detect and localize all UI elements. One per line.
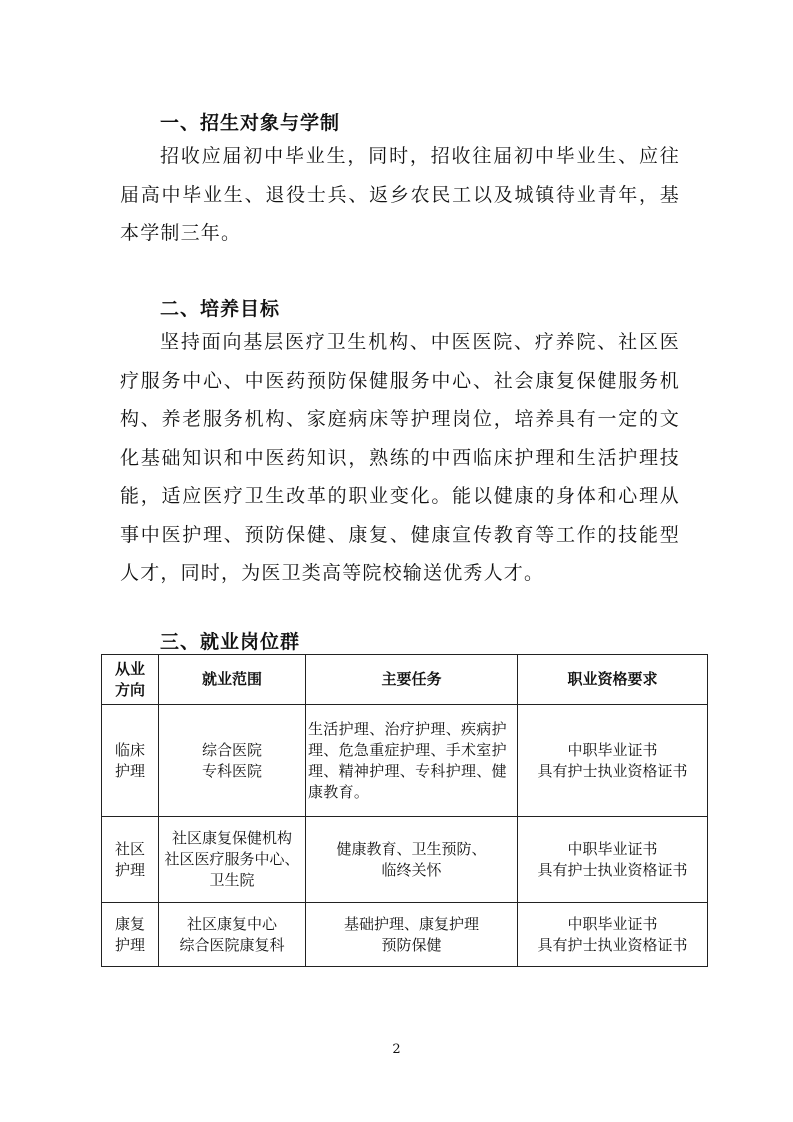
table-header-row bbox=[102, 655, 708, 705]
header-tasks: 主要任务 bbox=[306, 655, 518, 705]
cell-tasks: 基础护理、康复护理 预防保健 bbox=[306, 903, 518, 967]
section-3-heading: 三、就业岗位群 bbox=[160, 631, 301, 653]
header-scope: 就业范围 bbox=[159, 655, 306, 705]
table-row bbox=[102, 817, 708, 903]
cell-requirements: 中职毕业证书 具有护士执业资格证书 bbox=[518, 903, 708, 967]
cell-tasks: 健康教育、卫生预防、 临终关怀 bbox=[306, 817, 518, 903]
header-requirements: 职业资格要求 bbox=[518, 655, 708, 705]
cell-requirements: 中职毕业证书 具有护士执业资格证书 bbox=[518, 817, 708, 903]
section-2-paragraph: 坚持面向基层医疗卫生机构、中医医院、疗养院、社区医疗服务中心、中医药预防保健服务中心、社会康复保健服务机构、养老服务机构、家庭病床等护理岗位，培养具有一定的文化基础知识和中医药知识，熟练的中西临床护理和生活护理技能，适应医疗卫生改革的职业变化。能以健康的身体和心理从事中医护理、预防保健、康复、健康宣传教育等工作的技能型人才，同时，为医卫类高等院校输送优秀人才。 bbox=[120, 331, 680, 584]
cell-scope: 综合医院 专科医院 bbox=[159, 705, 306, 817]
employment-table bbox=[101, 654, 708, 967]
cell-scope: 社区康复中心 综合医院康复科 bbox=[159, 903, 306, 967]
table-row bbox=[102, 705, 708, 817]
cell-direction: 社区 护理 bbox=[102, 817, 159, 903]
section-1-paragraph: 招收应届初中毕业生，同时，招收往届初中毕业生、应往届高中毕业生、退役士兵、返乡农民工以及城镇待业青年，基本学制三年。 bbox=[120, 145, 680, 244]
section-2-heading: 二、培养目标 bbox=[160, 298, 281, 320]
page-number: 2 bbox=[392, 1042, 401, 1057]
cell-requirements: 中职毕业证书 具有护士执业资格证书 bbox=[518, 705, 708, 817]
section-1-heading: 一、招生对象与学制 bbox=[160, 112, 341, 134]
header-direction: 从业 方向 bbox=[102, 655, 159, 705]
cell-direction: 临床 护理 bbox=[102, 705, 159, 817]
cell-tasks: 生活护理、治疗护理、疾病护 理、危急重症护理、手术室护 理、精神护理、专科护理、健 康教育。 bbox=[306, 705, 518, 817]
cell-direction: 康复 护理 bbox=[102, 903, 159, 967]
cell-scope: 社区康复保健机构 社区医疗服务中心、 卫生院 bbox=[159, 817, 306, 903]
table-row bbox=[102, 903, 708, 967]
